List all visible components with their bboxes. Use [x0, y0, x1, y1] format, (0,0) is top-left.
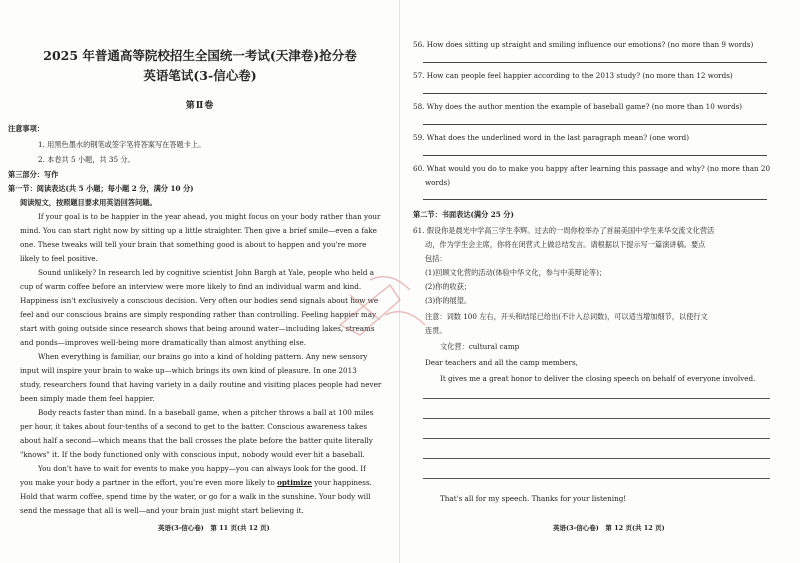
writing-line [423, 398, 770, 399]
speech-greeting: Dear teachers and all the camp members, [425, 358, 578, 367]
passage-line: per hour, it takes about four-tenths of a second to get to the batter. Conscious awareness takes [20, 422, 368, 431]
page-footer: 英语(3-信心卷) 第 11 页(共 12 页) [158, 524, 270, 532]
passage-line: Body reacts faster than mind. In a baseball game, when a pitcher throws a ball at 100 miles [38, 408, 374, 417]
page-footer: 英语(3-信心卷) 第 12 页(共 12 页) [553, 524, 665, 532]
passage-line: mind. You can start right now by sitting up a little straighter. Then give a brief smile—even a fake [20, 226, 377, 235]
passage-line: likely to feel positive. [20, 254, 98, 263]
passage-text: your happiness. [314, 478, 372, 487]
passage-line: one. These tweaks will tell your brain that something good is about to happen and you're more [20, 240, 367, 249]
passage-line: start with going outside since research shows that being around water—including lakes, streams [20, 324, 375, 333]
exam-subtitle: 英语笔试(3-信心卷) [143, 68, 257, 83]
underlined-word: optimize [277, 478, 312, 487]
note-line: 连贯。 [425, 326, 447, 335]
task-line: 61. 假设你是晨光中学高三学生李辉。过去的一周你校举办了首届美国中学生来华交流文化营活 [413, 226, 715, 235]
passage-line: been simply made them feel happier. [20, 394, 155, 403]
speech-closing: That's all for my speech. Thanks for your listening! [440, 494, 627, 503]
passage-line: feel and our conscious brains are simply responding rather than controlling. Feeling happier may [20, 310, 377, 319]
passage-line: Sound unlikely? In research led by cognitive scientist John Bargh at Yale, people who held a [38, 268, 375, 277]
answer-line [423, 93, 767, 94]
passage-line: about half a second—which means that the ball crosses the plate before the batter quite literally [20, 436, 373, 445]
question-59: 59. What does the underlined word in the last paragraph mean? (one word) [413, 133, 690, 142]
exam-title: 2025 年普通高等院校招生全国统一考试(天津卷)抢分卷 [43, 48, 357, 63]
task-line: 包括： [425, 254, 447, 263]
notice-heading: 注意事项： [8, 124, 44, 133]
passage-line: If your goal is to be happier in the year ahead, you might focus on your body rather than your [38, 212, 381, 221]
passage-line: study, researchers found that having variety in a daily routine and visiting places people had never [20, 380, 382, 389]
writing-line [423, 418, 770, 419]
answer-line [423, 155, 767, 156]
passage-line: send the message that all is well—and your brain just might start believing it. [20, 506, 304, 515]
passage-text: you make your body a partner in the effort, you're even more likely to [20, 478, 278, 487]
answer-line [423, 124, 767, 125]
speech-opening: It gives me a great honor to deliver the closing speech on behalf of everyone involved. [440, 374, 756, 383]
passage-line: and ponds—improves well-being more dramatically than almost anything else. [20, 338, 307, 347]
question-57: 57. How can people feel happier according to the 2013 study? (no more than 12 words) [413, 71, 733, 80]
passage-line [20, 478, 372, 487]
question-60: 60. What would you do to make you happy after learning this passage and why? (no more than 20 [413, 164, 771, 173]
question-58: 58. Why does the author mention the example of baseball game? (no more than 10 words) [413, 102, 743, 111]
point-item: (1)回顾文化营的活动(体验中华文化，参与中美辩论等)； [425, 268, 607, 277]
writing-line [423, 458, 770, 459]
passage-line: "knows" it. If the body functioned only with conscious input, nobody would ever hit a baseball. [20, 450, 365, 459]
passage-line: Hold that warm coffee, spend time by the water, or go for a walk in the sunshine. Your body will [20, 492, 371, 501]
answer-line [423, 62, 767, 63]
passage-line: When everything is familiar, our brains go into a kind of holding pattern. Any new sensory [38, 352, 368, 361]
passage-line: You don't have to wait for events to make you happy—you can always look for the good. If [38, 464, 366, 473]
part-heading: 第三部分：写作 [8, 170, 59, 179]
section-heading: 第一节：阅读表达(共 5 小题；每小题 2 分，满分 10 分) [8, 184, 194, 193]
passage-line: cup of warm coffee before an interview were more likely to find an individual warm and kind. [20, 282, 362, 291]
passage-line: Happiness isn't exclusively a conscious decision. Very often our bodies send signals about how we [20, 296, 379, 305]
question-60-cont: words) [425, 178, 451, 187]
point-item: (3)你的展望。 [425, 296, 472, 305]
writing-line [423, 478, 770, 479]
writing-line [423, 438, 770, 439]
volume-label: 第Ⅱ卷 [185, 101, 215, 111]
note-line: 注意：词数 100 左右，开头和结尾已给出(不计入总词数)，可以适当增加细节，以使行文 [425, 312, 708, 321]
question-56: 56. How does sitting up straight and smiling influence our emotions? (no more than 9 words) [413, 40, 754, 49]
answer-line [423, 199, 767, 200]
section-heading: 第二节：书面表达(满分 25 分) [413, 210, 514, 219]
task-line: 动，作为学生会主席，你将在闭营式上做总结发言。请根据以下提示写一篇演讲稿。要点 [425, 240, 706, 249]
instruction: 阅读短文，按照题目要求用英语回答问题。 [20, 198, 157, 207]
notice-item: 2. 本卷共 5 小题，共 35 分。 [38, 155, 135, 164]
passage-line: input will inspire your brain to wake up—which brings its own kind of pleasure. In one 2013 [20, 366, 357, 375]
notice-item: 1. 用黑色墨水的钢笔或签字笔将答案写在答题卡上。 [38, 140, 206, 149]
page-divider [399, 0, 400, 563]
point-item: (2)你的收获； [425, 282, 472, 291]
vocab-hint: 文化营：cultural camp [440, 342, 520, 351]
